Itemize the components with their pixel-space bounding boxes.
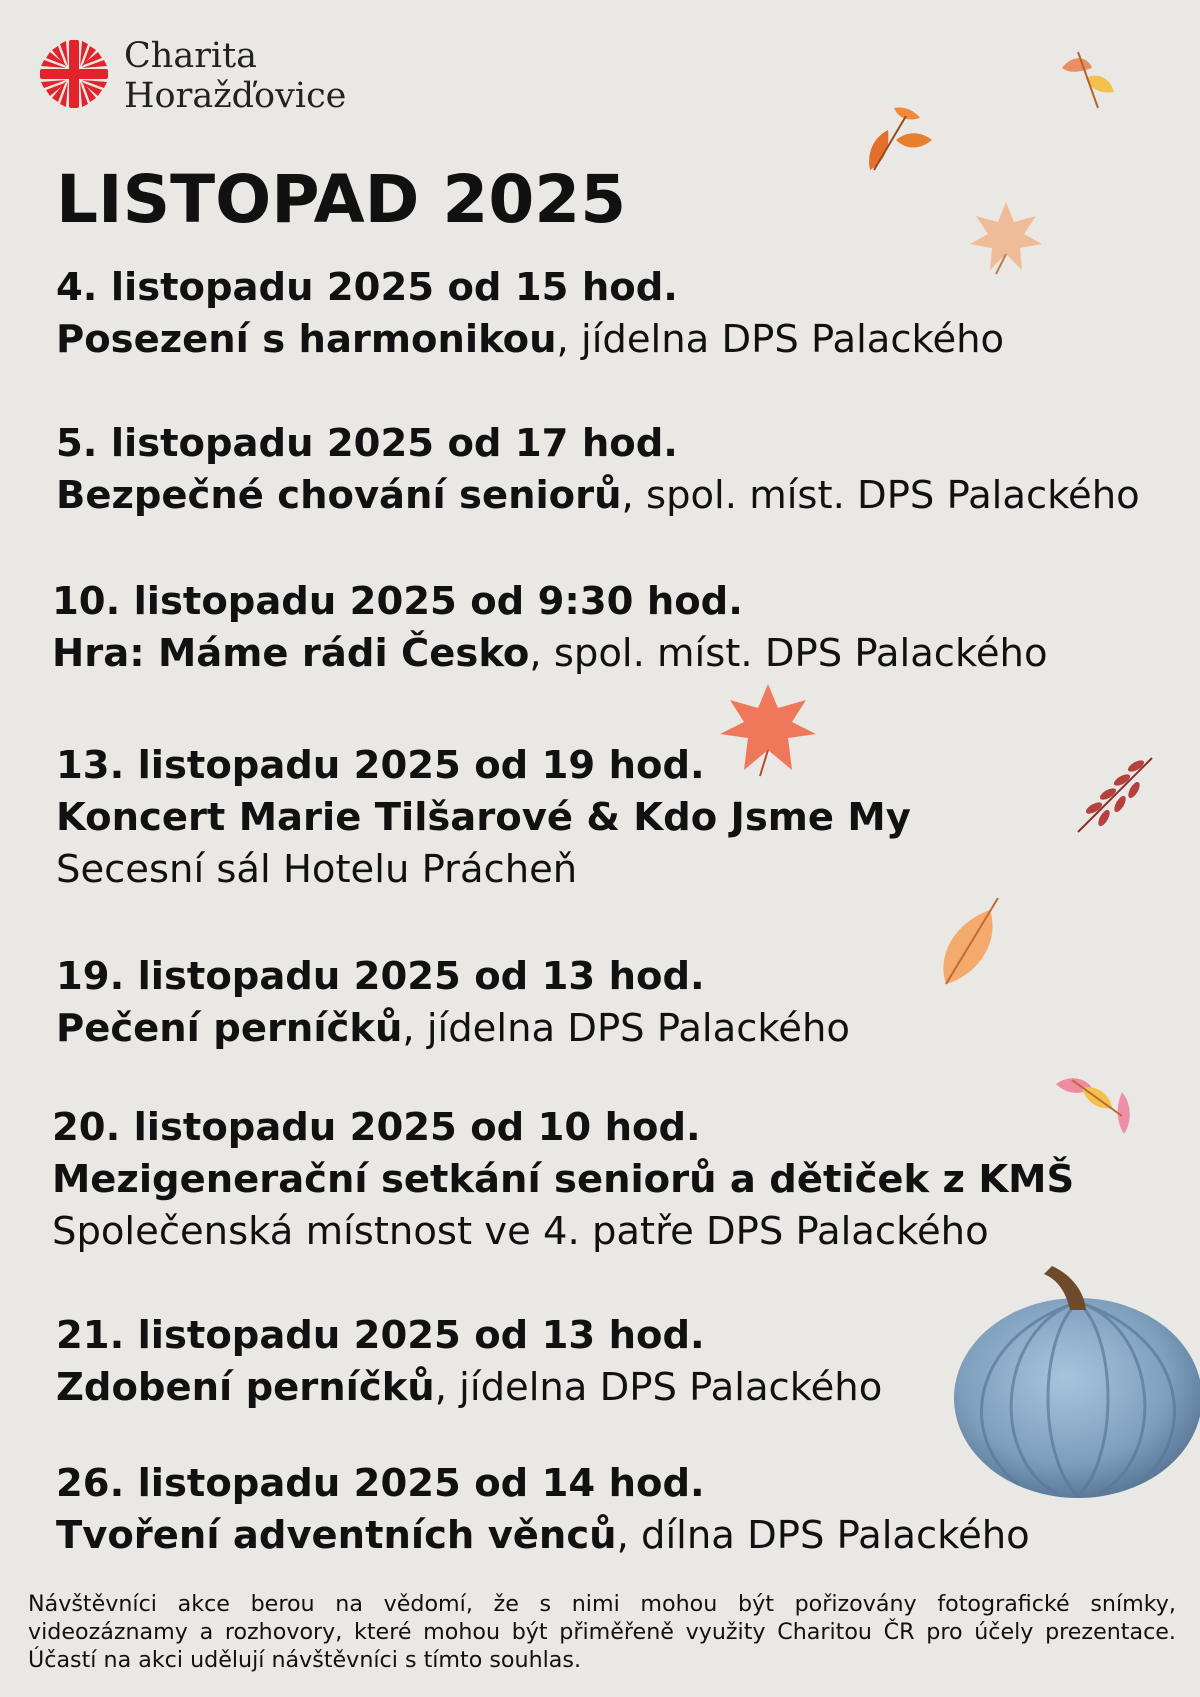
event-date: 5. listopadu 2025 od 17 hod. — [56, 421, 678, 466]
autumn-leaf-icon — [936, 894, 1006, 990]
maple-leaf-icon — [716, 678, 820, 778]
event-name: Koncert Marie Tilšarové & Kdo Jsme My — [56, 795, 911, 840]
event-place: , jídelna DPS Palackého — [556, 317, 1005, 362]
event-date: 4. listopadu 2025 od 15 hod. — [56, 265, 678, 310]
maple-leaf-icon — [966, 196, 1046, 276]
event-date: 10. listopadu 2025 od 9:30 hod. — [52, 579, 743, 624]
event-place: Společenská místnost ve 4. patře DPS Palackého — [52, 1209, 989, 1254]
event-item — [56, 1310, 882, 1414]
event-place: , dílna DPS Palackého — [616, 1513, 1030, 1558]
event-date: 20. listopadu 2025 od 10 hod. — [52, 1105, 701, 1150]
organization-name — [124, 36, 346, 116]
event-place: , jídelna DPS Palackého — [402, 1006, 850, 1051]
event-item — [52, 576, 1048, 680]
event-name: Hra: Máme rádi Česko — [52, 631, 530, 676]
event-item — [56, 951, 850, 1055]
event-date: 19. listopadu 2025 od 13 hod. — [56, 954, 705, 999]
event-name: Zdobení perníčků — [56, 1365, 435, 1410]
event-item — [56, 262, 1004, 366]
autumn-leaf-icon — [1052, 1070, 1142, 1142]
event-place: Secesní sál Hotelu Prácheň — [56, 847, 578, 892]
event-date: 21. listopadu 2025 od 13 hod. — [56, 1313, 705, 1358]
event-place: , spol. míst. DPS Palackého — [621, 473, 1140, 518]
autumn-leaf-icon — [1058, 48, 1120, 120]
event-name: Tvoření adventních věnců — [56, 1513, 617, 1558]
event-name: Bezpečné chování seniorů — [56, 473, 622, 518]
consent-note: Návštěvníci akce berou na vědomí, že s nimi mohou být pořizovány fotografické snímky, videozáznamy a rozhovory, které mohou být přiměřeně využity Charitou ČR pro účely prezentace. Účastí na akci udělují návštěvníci s tímto souhlas. — [28, 1591, 1176, 1673]
berry-branch-icon — [1074, 752, 1158, 836]
event-name: Mezigenerační setkání seniorů a dětiček z KMŠ — [52, 1157, 1075, 1202]
autumn-leaf-icon — [860, 100, 936, 176]
event-name: Pečení perníčků — [56, 1006, 403, 1051]
charita-cross-icon — [36, 36, 112, 112]
organization-name-line1: Charita — [124, 36, 258, 76]
pumpkin-icon — [948, 1258, 1200, 1510]
organization-name-line2: Horažďovice — [124, 76, 347, 116]
event-place: , spol. míst. DPS Palackého — [529, 631, 1048, 676]
event-place: , jídelna DPS Palackého — [434, 1365, 883, 1410]
event-date: 13. listopadu 2025 od 19 hod. — [56, 743, 705, 788]
event-item — [52, 1102, 1074, 1258]
page-title: LISTOPAD 2025 — [56, 161, 627, 238]
event-name: Posezení s harmonikou — [56, 317, 557, 362]
event-date: 26. listopadu 2025 od 14 hod. — [56, 1461, 705, 1506]
event-item — [56, 418, 1140, 522]
charita-logo — [36, 36, 366, 116]
event-item — [56, 1458, 1030, 1562]
